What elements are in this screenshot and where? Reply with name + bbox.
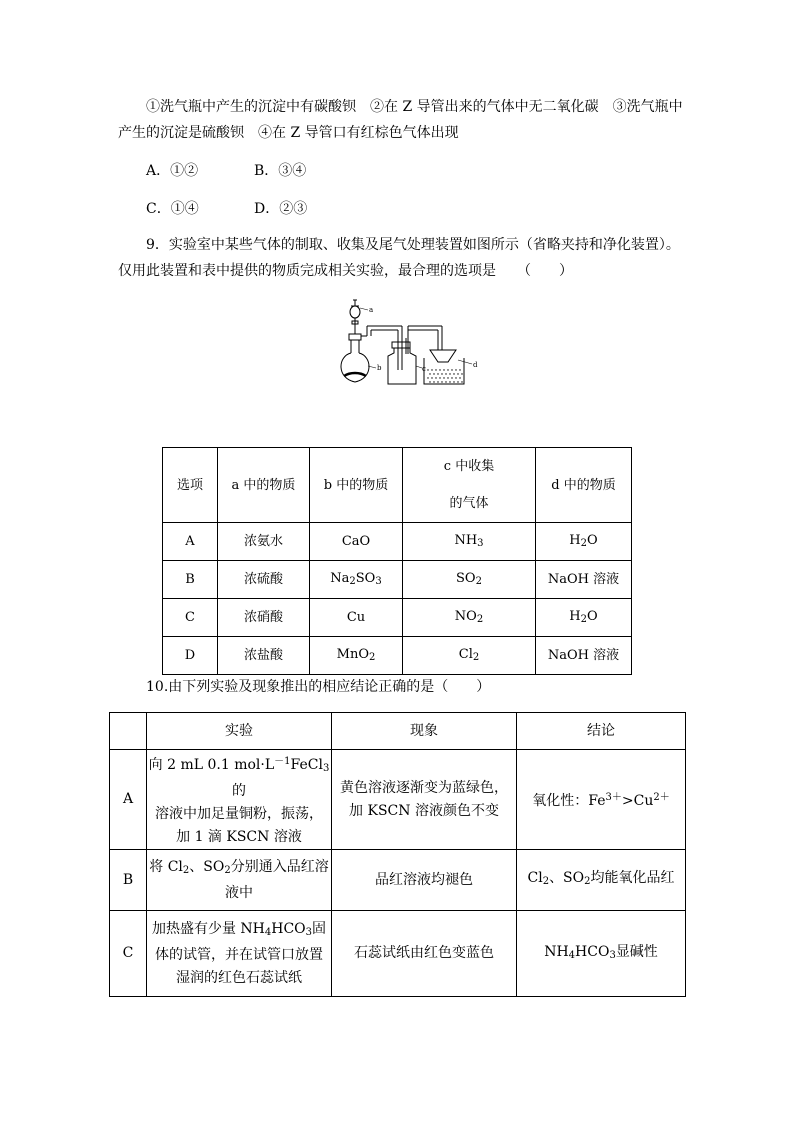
cell-line: 加 1 滴 KSCN 溶液 <box>176 829 302 845</box>
text-span: 、SO <box>549 870 585 886</box>
a-cell: 浓硫酸 <box>218 561 310 599</box>
formula-text: NO <box>454 608 477 624</box>
d-cell: NaOH 溶液 <box>536 637 632 675</box>
text-span: 向 2 mL 0.1 mol·L <box>148 757 275 773</box>
text-span: Cl <box>527 870 543 886</box>
statement-line-2: 产生的沉淀是硫酸钡 ④在 Z 导管口有红棕色气体出现 <box>118 125 459 141</box>
table-row <box>110 911 686 997</box>
text-span: >Cu <box>621 793 654 809</box>
header-c-line-1: c 中收集 <box>443 459 495 474</box>
subscript: 4 <box>264 926 272 938</box>
table-header-row <box>110 713 686 750</box>
text-span: HCO <box>575 943 610 960</box>
header-b: b 中的物质 <box>310 448 403 523</box>
cell-line: 黄色溶液逐渐变为蓝绿色， <box>340 779 508 796</box>
cell-line: 体的试管，并在试管口放置 <box>155 946 323 963</box>
choice-d: D．②③ <box>254 201 308 217</box>
formula-text: H <box>569 532 581 548</box>
label-a: a <box>369 306 374 314</box>
text-span: 加热盛有少量 NH <box>151 920 265 937</box>
header-phenomenon: 现象 <box>332 713 517 750</box>
text-span: 均能氧化品红 <box>590 870 675 886</box>
table-row <box>163 561 632 599</box>
phenomenon-cell <box>332 750 517 850</box>
option-cell: C <box>163 599 218 637</box>
text-span: HCO <box>271 920 306 937</box>
header-conclusion: 结论 <box>517 713 686 750</box>
table-header-row <box>163 448 632 523</box>
label-b: b <box>377 364 382 372</box>
subscript: 2 <box>182 864 190 876</box>
b-cell <box>310 561 403 599</box>
subscript: 2 <box>349 575 356 587</box>
header-blank <box>110 713 147 750</box>
cell-line: 液中 <box>225 884 253 901</box>
subscript: 3 <box>477 537 484 549</box>
cell-line <box>147 918 331 944</box>
header-c <box>403 448 536 523</box>
q9-table <box>162 447 632 675</box>
choice-a: A．①② <box>146 163 199 179</box>
d-cell <box>536 523 632 561</box>
cell-line: 湿润的红色石蕊试纸 <box>176 969 302 986</box>
text-span: 分别通入品红溶 <box>230 858 329 875</box>
table-row <box>163 523 632 561</box>
formula-text: O <box>587 532 598 548</box>
experiment-cell <box>147 850 332 911</box>
conclusion-cell <box>517 850 686 911</box>
formula-text: SO <box>456 570 476 586</box>
formula-text: SO <box>355 570 376 586</box>
choice-b: B．③④ <box>254 163 307 179</box>
table-row <box>110 750 686 850</box>
superscript: 3＋ <box>605 792 622 803</box>
label-c: c <box>422 365 426 373</box>
text-span: 氧化性：Fe <box>532 793 606 809</box>
subscript: 2 <box>580 537 588 549</box>
apparatus-figure <box>322 298 492 390</box>
q10-table <box>109 712 686 997</box>
header-c-line-2: 的气体 <box>449 496 489 511</box>
d-cell: NaOH 溶液 <box>536 561 632 599</box>
formula-text: Cl <box>458 646 473 662</box>
header-experiment: 实验 <box>147 713 332 750</box>
formula-text: NH <box>454 532 478 548</box>
subscript: 2 <box>584 876 591 887</box>
formula-text: O <box>587 608 598 624</box>
cell-line <box>147 750 331 803</box>
subscript: 2 <box>580 613 588 625</box>
subscript: 2 <box>472 651 480 663</box>
text-span: NH <box>544 943 569 960</box>
formula-text: H <box>569 608 581 624</box>
separatory-funnel <box>350 300 360 334</box>
choice-c: C．①④ <box>146 201 199 217</box>
subscript: 4 <box>568 949 576 961</box>
text-span: 的 <box>232 783 246 799</box>
subscript: 2 <box>476 613 484 625</box>
header-a: a 中的物质 <box>218 448 310 523</box>
d-cell <box>536 599 632 637</box>
cell-line: 溶液中加足量铜粉，振荡， <box>155 806 323 822</box>
subscript: 3 <box>375 575 382 587</box>
subscript: 2 <box>224 864 231 876</box>
subscript: 3 <box>305 926 313 938</box>
round-bottom-flask <box>341 334 369 382</box>
subscript: 3 <box>322 763 330 774</box>
c-cell <box>403 599 536 637</box>
a-cell: 浓盐酸 <box>218 637 310 675</box>
label-d: d <box>473 361 478 369</box>
cell-line <box>147 856 331 882</box>
q10-stem: 10.由下列实验及现象推出的相应结论正确的是（ ） <box>146 679 491 695</box>
table-row <box>163 637 632 675</box>
header-option: 选项 <box>163 448 218 523</box>
table-row <box>163 599 632 637</box>
option-cell: D <box>163 637 218 675</box>
statement-line-1: ①洗气瓶中产生的沉淀中有碳酸钡 ②在 Z 导管出来的气体中无二氧化碳 ③洗气瓶中 <box>146 99 683 115</box>
option-cell: A <box>163 523 218 561</box>
beaker <box>424 350 464 384</box>
subscript: 2 <box>542 876 550 887</box>
experiment-cell <box>147 750 332 850</box>
header-d: d 中的物质 <box>536 448 632 523</box>
b-cell: CaO <box>310 523 403 561</box>
a-cell: 浓氨水 <box>218 523 310 561</box>
c-cell <box>403 561 536 599</box>
option-cell: C <box>110 911 147 997</box>
table-row <box>110 850 686 911</box>
cell-line: 加 KSCN 溶液颜色不变 <box>349 802 499 819</box>
experiment-cell <box>147 911 332 997</box>
b-cell: Cu <box>310 599 403 637</box>
c-cell <box>403 523 536 561</box>
text-span: 将 Cl <box>149 858 183 875</box>
subscript: 2 <box>368 651 376 663</box>
phenomenon-cell: 石蕊试纸由红色变蓝色 <box>332 911 517 997</box>
superscript: 2＋ <box>653 792 670 803</box>
subscript: 2 <box>475 575 482 587</box>
q9-stem-line-2: 仅用此装置和表中提供的物质完成相关实验，最合理的选项是 （ ） <box>118 263 573 279</box>
subscript: 3 <box>609 949 616 961</box>
formula-text: MnO <box>336 646 369 662</box>
beaker-liquid <box>427 369 462 382</box>
delivery-tube-2 <box>408 326 442 350</box>
conclusion-cell <box>517 911 686 997</box>
text-span: 显碱性 <box>615 943 658 960</box>
option-cell: B <box>110 850 147 911</box>
phenomenon-cell: 品红溶液均褪色 <box>332 850 517 911</box>
c-cell <box>403 637 536 675</box>
text-span: FeCl <box>290 757 323 773</box>
q9-stem-line-1: 9．实验室中某些气体的制取、收集及尾气处理装置如图所示（省略夹持和净化装置）。 <box>146 237 680 253</box>
superscript: －1 <box>274 756 291 767</box>
b-cell <box>310 637 403 675</box>
conclusion-cell <box>517 750 686 850</box>
option-cell: A <box>110 750 147 850</box>
text-span: 、SO <box>189 858 225 875</box>
a-cell: 浓硝酸 <box>218 599 310 637</box>
option-cell: B <box>163 561 218 599</box>
formula-text: Na <box>330 570 350 586</box>
text-span: 固 <box>312 920 327 937</box>
